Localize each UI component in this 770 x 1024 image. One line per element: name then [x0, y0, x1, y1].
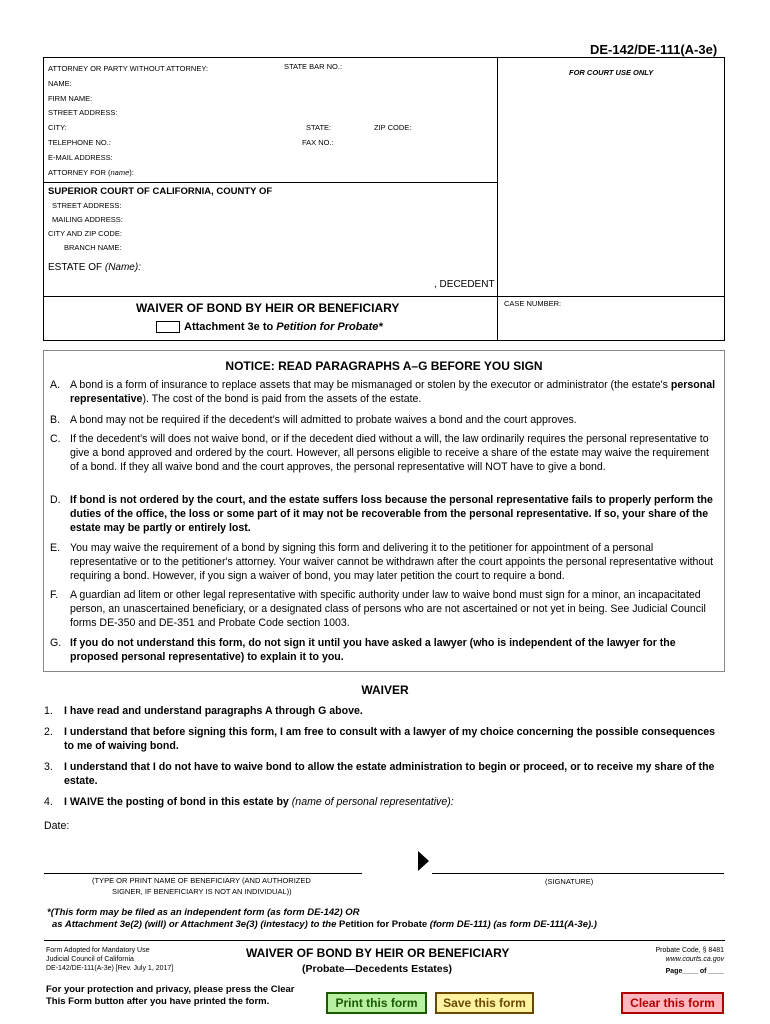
footer-rule: [44, 940, 725, 941]
footer-title: WAIVER OF BOND BY HEIR OR BENEFICIARY: [246, 946, 510, 960]
attorney-label: ATTORNEY OR PARTY WITHOUT ATTORNEY:: [48, 64, 209, 73]
name-label: NAME:: [48, 79, 72, 88]
decedent-label: , DECEDENT: [434, 279, 495, 290]
court-name: SUPERIOR COURT OF CALIFORNIA, COUNTY OF: [48, 186, 273, 197]
notice-title: NOTICE: READ PARAGRAPHS A–G BEFORE YOU SIGN: [225, 359, 543, 373]
zip-label: ZIP CODE:: [374, 123, 412, 132]
court-use-label: FOR COURT USE ONLY: [569, 68, 654, 77]
phone-label: TELEPHONE NO.:: [48, 138, 111, 147]
paragraph-b: B. A bond may not be required if the decedent's will admitted to probate waives a bond and the court approves.: [50, 414, 577, 426]
street-label: STREET ADDRESS:: [48, 108, 118, 117]
attachment-line: Attachment 3e to Petition for Probate*: [156, 321, 383, 333]
paragraph-c: C. If the decedent's will does not waive bond, or if the decedent died without a will, the law ordinarily requires the personal representative to give a bond approved and ordered by the court. However, all persons eligible to receive a share of the estate may waive the requirement of a bond. If they all waive bond and the court approves, the personal representative will NOT have to give a bond.: [50, 433, 709, 473]
waiver-title: WAIVER: [361, 683, 409, 697]
save-form-button[interactable]: Save this form: [435, 992, 534, 1014]
date-label: Date:: [44, 820, 70, 832]
court-street-label: STREET ADDRESS:: [52, 201, 122, 210]
beneficiary-name-field[interactable]: [44, 852, 362, 872]
privacy-note: For your protection and privacy, please press the Clear This Form button after you have printed the form.: [46, 984, 295, 1007]
court-branch-label: BRANCH NAME:: [64, 243, 122, 252]
independent-form-note-1: *(This form may be filed as an independent form (as form DE-142) OR: [47, 907, 360, 918]
waiver-item-4: 4. I WAIVE the posting of bond in this estate by (name of personal representative):: [44, 796, 454, 808]
paragraph-e: E. You may waive the requirement of a bond by signing this form and delivering it to the petitioner for appointment of a personal representative or to the petitioner's attorney. Your waiver cannot be withdrawn after the court appoints the personal representative without requiring a bond. However, if you sign a waiver of bond, you may later petition the court to require a bond.: [50, 542, 714, 582]
footer-code: Probate Code, § 8481 www.courts.ca.gov Page____ of ____: [655, 947, 724, 975]
clear-form-button[interactable]: Clear this form: [621, 992, 724, 1014]
waiver-item-2: 2. I understand that before signing this form, I am free to consult with a lawyer of my choice concerning the possible consequences to me of waiving bond.: [44, 726, 716, 752]
state-label: STATE:: [306, 123, 332, 132]
paragraph-a: A. A bond is a form of insurance to replace assets that may be mismanaged or stolen by the executor or administrator (the estate's personal representative). The cost of the bond is paid from the assets of the estate.: [50, 379, 716, 405]
footer-adopted: Form Adopted for Mandatory Use Judicial Council of California DE-142/DE-111(A-3e) [Rev. July 1, 2017]: [46, 947, 174, 972]
name-line: [44, 873, 362, 874]
fax-label: FAX NO.:: [302, 138, 334, 147]
case-number-label: CASE NUMBER:: [504, 299, 562, 308]
caption-block: [43, 57, 725, 341]
state-bar-label: STATE BAR NO.:: [284, 62, 343, 71]
form-id: DE-142/DE-111(A-3e): [590, 42, 718, 57]
paragraph-g: G. If you do not understand this form, do not sign it until you have asked a lawyer (who is independent of the lawyer for the proposed personal representative) to explain it to you.: [50, 637, 676, 663]
form-title: WAIVER OF BOND BY HEIR OR BENEFICIARY: [136, 301, 400, 315]
print-form-button[interactable]: Print this form: [326, 992, 427, 1014]
type-name-caption-2: SIGNER, IF BENEFICIARY IS NOT AN INDIVIDUAL)): [112, 887, 292, 896]
court-city-label: CITY AND ZIP CODE:: [48, 229, 122, 238]
signature-field[interactable]: [432, 852, 724, 872]
attachment-checkbox[interactable]: [156, 321, 180, 333]
divider: [497, 58, 498, 340]
divider: [44, 182, 497, 183]
attorney-for-label: ATTORNEY FOR (name):: [48, 168, 134, 177]
estate-label: ESTATE OF (Name):: [48, 262, 141, 273]
signature-caption: (SIGNATURE): [545, 877, 594, 886]
independent-form-note-2: as Attachment 3e(2) (will) or Attachment 3e(3) (intestacy) to the Petition for Probate (form DE-111) (as form DE-111(A-3e).): [52, 919, 597, 930]
divider: [44, 296, 725, 297]
sign-here-arrow-icon: [418, 851, 429, 871]
waiver-item-3: 3. I understand that I do not have to waive bond to allow the estate administration to begin or proceed, or to receive my share of the estate.: [44, 761, 715, 787]
email-label: E-MAIL ADDRESS:: [48, 153, 113, 162]
signature-line: [432, 873, 724, 874]
paragraph-f: F. A guardian ad litem or other legal representative with specific authority under law to waive bond must sign for a minor, an incapacitated person, an unascertained beneficiary, or a designated class of persons who are not ascertained or not yet in being. See Judicial Council forms DE-350 and DE-351 and Probate Code section 1003.: [50, 589, 706, 629]
notice-box: [43, 350, 725, 672]
waiver-item-1: 1. I have read and understand paragraphs A through G above.: [44, 705, 363, 717]
court-mailing-label: MAILING ADDRESS:: [52, 215, 123, 224]
city-label: CITY:: [48, 123, 67, 132]
footer-subtitle: (Probate—Decedents Estates): [302, 963, 452, 975]
paragraph-d: D. If bond is not ordered by the court, and the estate suffers loss because the personal representative fails to properly perform the duties of the office, the loss or some part of it may not be recoverable from the personal representative. If so, your share of the estate may be partly or entirely lost.: [50, 494, 713, 534]
type-name-caption-1: (TYPE OR PRINT NAME OF BENEFICIARY (AND AUTHORIZED: [92, 876, 311, 885]
firm-label: FIRM NAME:: [48, 94, 93, 103]
date-field[interactable]: [80, 818, 280, 832]
